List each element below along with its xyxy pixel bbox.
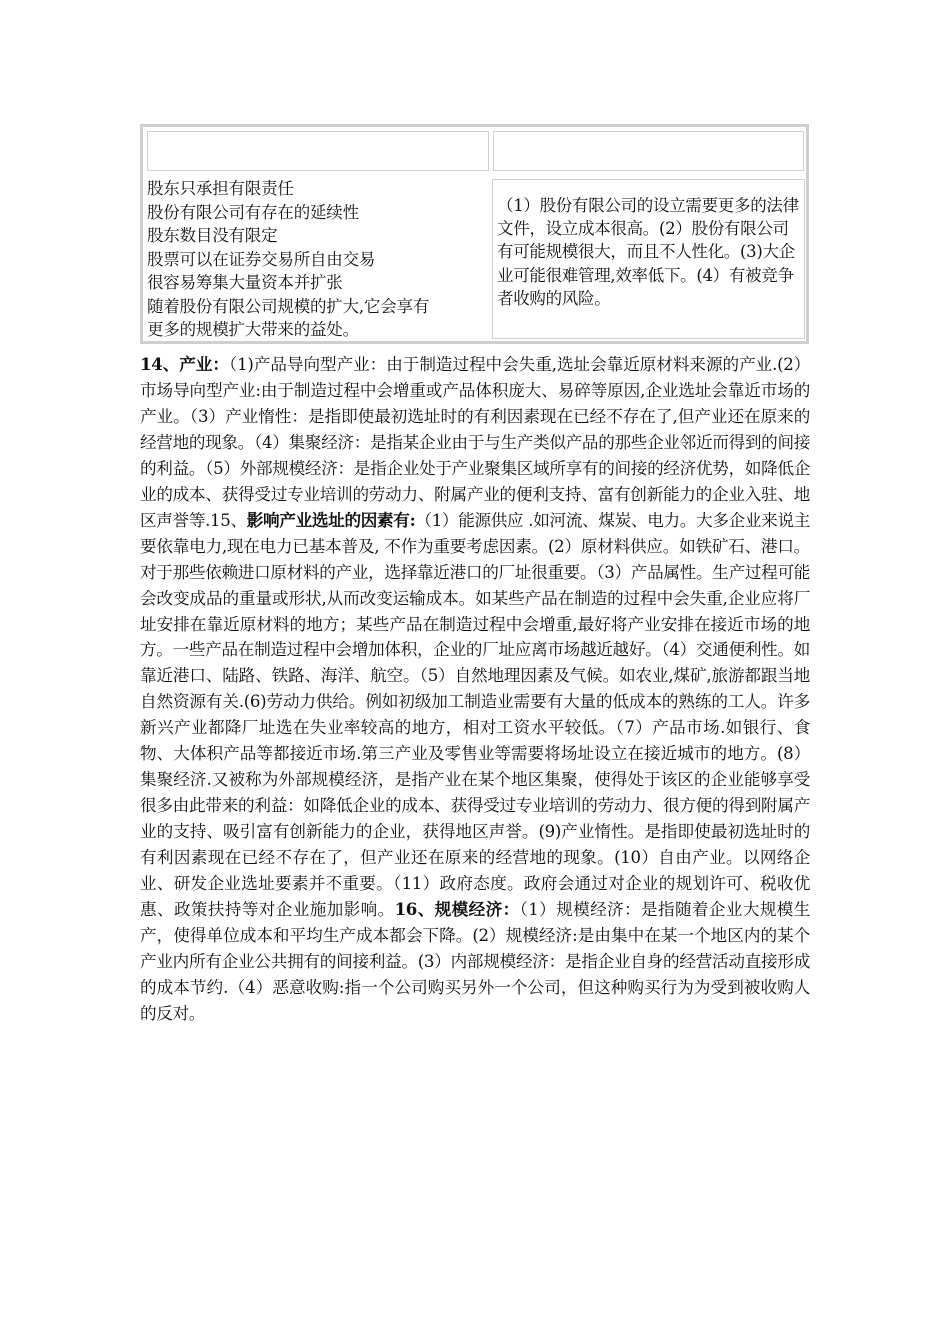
comparison-table <box>140 124 809 344</box>
section-14-text: （1)产品导向型产业：由于制造过程中会失重,选址会靠近原材料来源的产业.(2）市场导向型产业:由于制造过程中会增重或产品体积庞大、易碎等原因,企业选址会靠近市场的产业。（3）产业惰性：是指即使最初选址时的有利因素现在已经不存在了,但产业还在原来的经营地的现象。（4）集聚经济：是指某企业由于与生产类似产品的那些企业邻近而得到的间接的利益。（5）外部规模经济：是指企业处于产业聚集区域所享有的间接的经济优势，如降低企业的成本、获得受过专业培训的劳动力、附属产业的便利支持、富有创新能力的企业入驻、地区声誉等.15、 <box>140 355 810 530</box>
advantage-line: 股东数目没有限定 <box>147 226 278 245</box>
section-15-heading: 影响产业选址的因素有: <box>246 509 416 530</box>
advantage-line: 更多的规模扩大带来的益处。 <box>147 320 359 339</box>
advantages-cell <box>147 177 492 341</box>
table-header-cell-right <box>493 131 804 171</box>
advantage-line: 随着股份有限公司规模的扩大,它会享有 <box>147 296 430 316</box>
body-paragraph <box>140 352 810 1027</box>
disadvantages-text: （1）股份有限公司的设立需要更多的法律文件，设立成本很高。(2）股份有限公司有可能规模很大，而且不人性化。(3)大企业可能很难管理,效率低下。(4）有被竞争者收购的风险。 <box>497 196 799 308</box>
advantage-line: 股份有限公司有存在的延续性 <box>147 202 359 222</box>
table-header-cell-left <box>147 131 489 171</box>
section-16-heading: 16、规模经济： <box>394 899 520 920</box>
advantage-line: 很容易筹集大量资本并扩张 <box>147 273 343 292</box>
section-15-text: （1）能源供应 .如河流、煤炭、电力。大多企业来说主要依靠电力,现在电力已基本普及, 不作为重要考虑因素。(2）原材料供应。如铁矿石、港口。对于那些依赖进口原材料的产业，选择靠近港口的厂址很重要。（3）产品属性。生产过程可能会改变成品的重量或形状,从而改变运输成本。如某些产品在制造的过程中会失重,企业应将厂址安排在靠近原材料的地方；某些产品在制造过程中会增重,最好将产业安排在接近市场的地方。一些产品在制造过程中会增加体积，企业的厂址应离市场越近越好。（4）交通便利性。如靠近港口、陆路、铁路、海洋、航空。（5）自然地理因素及气候。如农业,煤矿,旅游都跟当地自然资源有关.(6)劳动力供给。例如初级加工制造业需要有大量的低成本的熟练的工人。许多新兴产业都降厂址选在失业率较高的地方，相对工资水平较低。（7）产品市场.如银行、食物、大体积产品等都接近市场.第三产业及零售业等需要将场址设立在接近城市的地方。(8）集聚经济.又被称为外部规模经济，是指产业在某个地区集聚，使得处于该区的企业能够享受很多由此带来的利益：如降低企业的成本、获得受过专业培训的劳动力、很方便的得到附属产业的支持、吸引富有创新能力的企业，获得地区声誉。(9)产业惰性。是指即使最初选址时的有利因素现在已经不存在了，但产业还在原来的经营地的现象。(10）自由产业。以网络企业、研发企业选址要素并不重要。（11）政府态度。政府会通过对企业的规划许可、税收优惠、政策扶持等对企业施加影响。 <box>140 510 810 920</box>
disadvantages-cell <box>492 179 805 339</box>
section-16-text: （1）规模经济：是指随着企业大规模生产，使得单位成本和平均生产成本都会下降。(2）规模经济:是由集中在某一个地区内的某个产业内所有企业公共拥有的间接利益。(3）内部规模经济：是指企业自身的经营活动直接形成的成本节约.（4）恶意收购:指一个公司购买另外一个公司，但这种购买行为为受到被收购人的反对。 <box>140 900 811 1023</box>
advantage-line: 股票可以在证券交易所自由交易 <box>147 249 376 269</box>
advantage-line: 股东只承担有限责任 <box>147 179 294 198</box>
section-14-heading: 14、产业： <box>140 354 229 374</box>
